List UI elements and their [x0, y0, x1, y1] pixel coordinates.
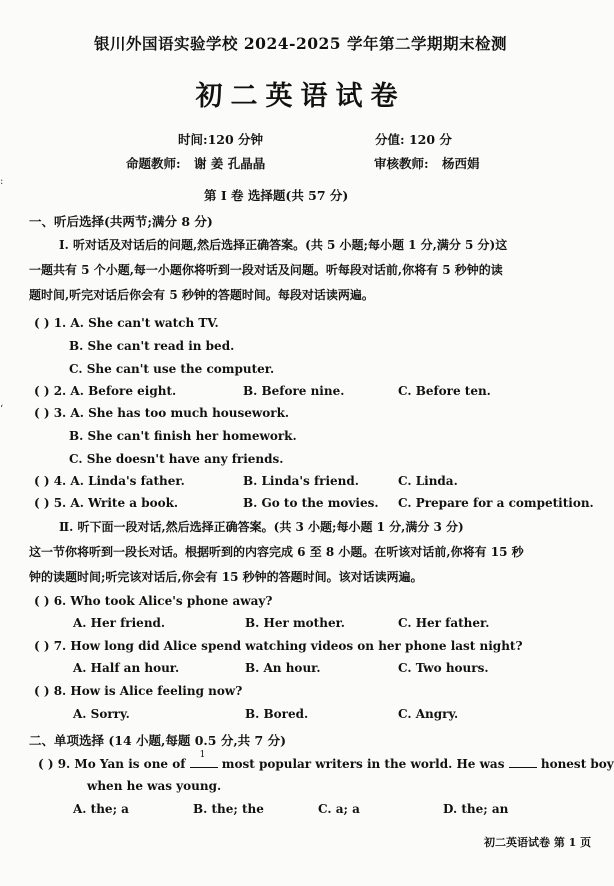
question-6-stem: ( ) 6. Who took Alice's phone away?: [34, 594, 273, 608]
question-9-option-d: D. the; an: [443, 802, 509, 816]
question-6-option-c: C. Her father.: [398, 616, 490, 630]
handwritten-mark: 1: [199, 750, 206, 760]
question-9-line2: when he was young.: [87, 779, 222, 793]
question-7-stem: ( ) 7. How long did Alice spend watching videos on her phone last night?: [34, 639, 523, 653]
question-5-option-c: C. Prepare for a competition.: [398, 496, 594, 510]
part2-instruction-line1: Ⅱ. 听下面一段对话,然后选择正确答案。(共 3 小题;每小题 1 分,满分 3 分): [59, 520, 464, 534]
margin-mark: ‘: [0, 404, 4, 415]
question-2-stem: ( ) 2. A. Before eight.: [34, 384, 177, 398]
part1-instruction-line1: Ⅰ. 听对话及对话后的问题,然后选择正确答案。(共 5 小题;每小题 1 分,满分 5 分)这: [59, 238, 508, 252]
question-1-option-b: B. She can't read in bed.: [69, 339, 235, 353]
question-9-stem: [38, 750, 614, 771]
question-5-stem: ( ) 5. A. Write a book.: [34, 496, 179, 510]
question-8-option-c: C. Angry.: [398, 707, 459, 721]
question-4-option-c: C. Linda.: [398, 474, 458, 488]
page-footer: 初二英语试卷 第 1 页: [484, 836, 592, 849]
question-2-option-c: C. Before ten.: [398, 384, 491, 398]
question-7-option-a: A. Half an hour.: [73, 661, 180, 675]
question-9-suffix: honest boy: [540, 757, 614, 771]
question-7-option-b: B. An hour.: [245, 661, 321, 675]
question-4-stem: ( ) 4. A. Linda's father.: [34, 474, 185, 488]
reviewer-label: 审核教师:: [374, 156, 429, 171]
question-9-option-a: A. the; a: [73, 802, 129, 816]
question-2-option-b: B. Before nine.: [243, 384, 345, 398]
section2-title: 二、单项选择 (14 小题,每题 0.5 分,共 7 分): [29, 733, 286, 748]
answer-blank: [190, 750, 218, 768]
question-3-stem: ( ) 3. A. She has too much housework.: [34, 406, 290, 420]
volume-title: 第 I 卷 选择题(共 57 分): [204, 188, 349, 203]
question-6-option-a: A. Her friend.: [73, 616, 166, 630]
time-label: 时间:120 分钟: [178, 132, 264, 147]
setter-label: 命题教师:: [126, 156, 181, 171]
question-9-option-b: B. the; the: [193, 802, 264, 816]
part2-instruction-line2: 这一节你将听到一段长对话。根据听到的内容完成 6 至 8 小题。在听该对话前,你将有 15 秒: [29, 545, 524, 559]
question-5-option-b: B. Go to the movies.: [243, 496, 379, 510]
score-label: 分值: 120 分: [375, 132, 452, 147]
part1-instruction-line2: 一题共有 5 个小题,每一小题你将听到一段对话及问题。听每段对话前,你将有 5 秒钟的读: [29, 263, 503, 277]
question-9-middle: most popular writers in the world. He was: [221, 757, 505, 771]
setter-names: 谢 姜 孔晶晶: [194, 156, 266, 171]
part1-instruction-line3: 题时间,听完对话后你会有 5 秒钟的答题时间。每段对话读两遍。: [29, 288, 374, 302]
part2-instruction-line3: 钟的读题时间;听完该对话后,你会有 15 秒钟的答题时间。该对话读两遍。: [29, 570, 423, 584]
question-6-option-b: B. Her mother.: [245, 616, 345, 630]
question-8-stem: ( ) 8. How is Alice feeling now?: [34, 684, 243, 698]
question-1-option-c: C. She can't use the computer.: [69, 362, 275, 376]
question-1-stem: ( ) 1. A. She can't watch TV.: [34, 316, 219, 330]
question-3-option-c: C. She doesn't have any friends.: [69, 452, 284, 466]
exam-title: 初二英语试卷: [195, 81, 406, 112]
margin-mark: :: [0, 176, 4, 187]
school-title: 银川外国语实验学校 2024-2025 学年第二学期期末检测: [93, 34, 507, 53]
question-9-option-c: C. a; a: [318, 802, 360, 816]
question-7-option-c: C. Two hours.: [398, 661, 489, 675]
section1-title: 一、听后选择(共两节;满分 8 分): [29, 214, 213, 229]
question-3-option-b: B. She can't finish her homework.: [69, 429, 297, 443]
question-9-prefix: ( ) 9. Mo Yan is one of: [38, 757, 186, 771]
answer-blank: [509, 756, 537, 768]
question-8-option-a: A. Sorry.: [73, 707, 130, 721]
question-8-option-b: B. Bored.: [245, 707, 309, 721]
reviewer-name: 杨西娟: [442, 156, 480, 171]
question-4-option-b: B. Linda's friend.: [243, 474, 359, 488]
